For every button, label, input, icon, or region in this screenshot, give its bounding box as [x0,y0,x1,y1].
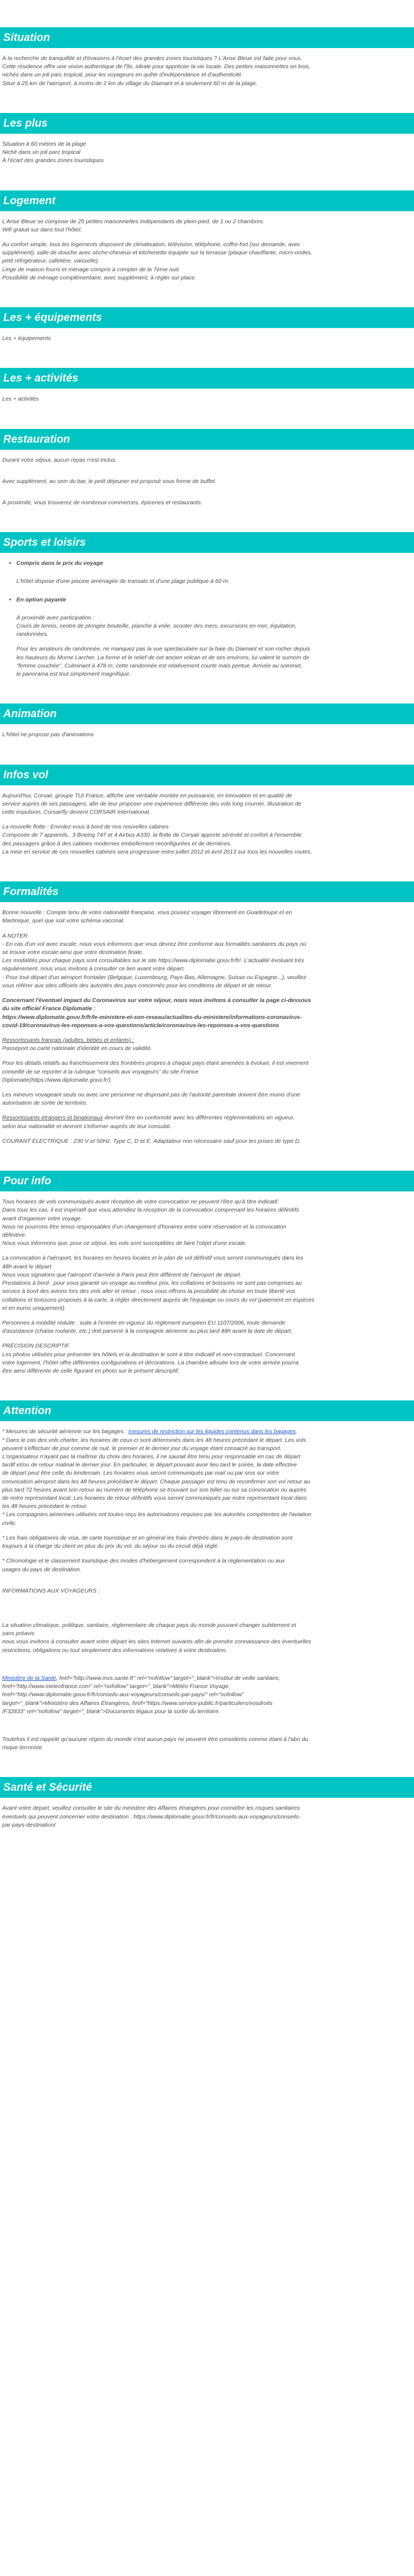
text-line [2,1428,412,1436]
text-line: convocation aéroport dans les 48 heures précédant le départ. Chaque passager est tenu de reconfirmer son vol retour au [2,1478,310,1485]
text-line: de notre représentant local. Les horaires de retour définitifs vous seront communiqués par notre représentant local dans [2,1495,307,1502]
text-line: Nous vous informons que, pour ce séjour, les vols sont susceptibles de faire l'objet d'une escale. [2,1240,247,1247]
text-span: * Mesures de sécurité aérienne sur les bagages : [2,1428,129,1435]
text-line: plus tard 72 heures avant son retour au numéro de téléphone se trouvant sur son billet ou sur sa convocation ou auprès [2,1486,306,1493]
text-line: Avec supplément, au sein du bar, le petit déjeuner est proposé sous forme de buffet. [2,478,217,485]
text-line: collations et boissons proposés à la carte, à régler directement auprès de l'équipage ou cours du vol (paiement en espèces [2,1296,315,1303]
text-line: définitive. [2,1232,27,1238]
section-restauration [0,429,414,508]
text-line: le panorama est tout simplement magnifique. [16,671,131,678]
text-span: devront être en conformité avec les différentes réglementations en vigueur, [103,1114,295,1122]
text-line: civile. [2,1519,17,1526]
text-line: être ainsi différente de celle figurant en photo sur le présent descriptif. [2,1368,180,1375]
text-line: La mise en service de ces nouvelles cabines sera progressive entre juillet 2012 et avril 2013 sur tous les nouvelles routes. [2,848,312,855]
section-animation [0,703,414,739]
text-line: du site officiel France Diplomatie : [2,1005,96,1012]
text-line: Nous vous signalons que l'aéroport d'arrivée à Paris peut être différent de l'aéroport de départ. [2,1271,242,1278]
text-line: - En cas d'un vol avec escale, nous vous informons que vous devrez être conforme aux formalités sanitaires du pays où [2,940,306,947]
text-line: Nous ne pourrons être tenus responsables d'un changement d'horaires entre votre réservation et la convocation [2,1223,286,1230]
section-sante-securite [0,1777,414,1829]
section-title: Formalités [0,881,414,902]
text-line: Tous horaires de vols communiqués avant réception de votre convocation ne peuvent l'être qu'à titre indicatif. [2,1198,279,1206]
text-line: Au confort simple, tous les logements disposent de climatisation, télévision, téléphone, coffre-fort (sur demande, avec [2,241,300,248]
text-line: Composée de 7 appareils.. 3 Boeing 747 et 4 Airbus A330, la flotte de Corsair apporte sérénité et confort à l'ensemble [2,832,302,839]
text-line: Les mineurs voyageant seuls ou avec une personne ne disposant pas de l'autorité parentale doivent être munis d'une [2,1092,300,1099]
sports-list [2,559,412,568]
text-line [2,1674,412,1683]
text-line: Les + activités [2,396,39,403]
text-line: L'hôtel ne propose pas d'animations [2,731,94,738]
section-formalites [0,881,414,1146]
text-line: "femme couchée". Culminant à 478 m, cette randonnée est relativement courte mais pentue. Arrivée au sommet, [16,662,303,669]
text-line: éventuels qui peuvent concerner votre destination : https://www.diplomatie.gouv.fr/fr/conseils-aux-voyageurs/conseils- [2,1813,301,1820]
list-item-head: Compris dans le prix du voyage [16,560,103,567]
section-infos-vol [0,765,414,857]
section-logement [0,190,414,283]
text-line: Pour les amateurs de randonnée, ne manquez pas la vue spectaculaire sur la baie du Diamant et son rocher depuis [16,646,311,653]
text-line: selon leur nationalité et devront s'informer auprès de leur consulat. [2,1123,171,1130]
section-title: Attention [0,1400,414,1421]
text-line: nous vous invitons à consulter avant votre départ les sites Internet suivants afin de prendre connaissance des éventuelles [2,1638,311,1645]
section-equipements [0,307,414,343]
text-line: des passagers grâce à des cabines modernes embellement reconfigurées et de dernières. [2,840,232,847]
text-line: * Chronologie et le classement touristique des modes d'hébergement correspondent à la réglementation ou aux [2,1558,285,1565]
text-line: Passeport ou carte nationale d'identité en cours de validité. [2,1045,152,1052]
text-span: , href="http://www.invs.sante.fr" rel="nofollow" target="_blank">Institut de veille sanitaire, [56,1674,281,1681]
text-line: La convocation à l'aéroport, les horaires en heures locales et le plan de vol définitif vous seront communiqués dans les [2,1255,304,1262]
section-title: Pour info [0,1171,414,1191]
text-line: Linge de maison fourni et ménage compris à compter de la 7ème nuit. [2,266,180,273]
text-line: À l'écart des grandes zones touristiques [2,157,104,164]
list-item-head: En option payante [16,596,67,603]
text-line: href="http://www.diplomatie.gouv.fr/fr/conseils-aux-voyageurs/conseils-par-pays/" rel="nofollow" [2,1691,244,1698]
section-situation [0,27,414,88]
text-line: INFORMATIONS AUX VOYAGEURS : [2,1587,100,1594]
text-line: Aujourd'hui, Corsair, groupe TUI France, affiche une véritable montée en puissance, en innovation et en qualité de [2,792,292,799]
list-item [16,559,412,568]
text-line: À proximité, vous trouverez de nombreux commerces, épiceries et restaurants. [2,499,203,506]
text-line: * Les frais obligatoires de visa, de carte touristique et en général les frais d'entrée dans le pays de destination sont [2,1534,293,1541]
section-title: Logement [0,190,414,211]
text-line: Pour les détails relatifs au franchissement des frontières propres à chaque pays étant amenées à évoluer, il est vivement [2,1060,309,1067]
text-line: PRÉCISION DESCRIPTIF [2,1343,70,1350]
text-line: régulièrement, nous vous invitons à consulter ce lien avant votre départ. [2,965,185,973]
section-activites [0,368,414,403]
text-line: d'assistance (chaise roulante, etc.) doit parvenir à la compagnie aérienne au plus tard 48h avant la date de départ. [2,1328,293,1335]
section-attention [0,1400,414,1752]
text-line: * Les compagnies aériennes utilisées ont toutes reçu les autorisations requises par les autorités compétentes de l'aviation [2,1511,311,1518]
text-line: /F32833" rel="nofollow" target="_blank">Documents légaux pour la sortie du territoire. [2,1708,220,1715]
text-line: A NOTER [2,932,28,939]
text-line: Diplomatie(https://www.diplomatie.gouv.fr/). [2,1076,113,1083]
covid-link-line[interactable]: covid-19/coronavirus-les-reponses-a-vos-questions/article/coronavirus-les-reponses-a-vos-questions [2,1022,280,1029]
section-les-plus [0,113,414,165]
text-line: À la recherche de tranquillité et d'évasions à l'écart des grandes zones touristiques ? L'Anse Bleue est faite pour vous. [2,55,303,62]
list-item [16,596,412,604]
section-title: Les + équipements [0,307,414,328]
text-line: les hauteurs du Morne Larcher. La forme et le relief de cet ancien volcan et de ses environs, lui valent le surnom de [16,654,309,661]
section-title: Animation [0,703,414,724]
text-line: supplément), salle de douche avec sèche-cheveux et kitchenette équipée sur la terrasse (plaque chauffante, micro-ondes, [2,249,312,257]
text-line: COURANT ÉLECTRIQUE : 230 V et 50Hz. Type C, D et E. Adaptateur non nécessaire sauf pour les prises de type D. [2,1137,301,1144]
text-line: tardif et/ou de retour matinal le dernier jour. En particulier, le départ pouvant avoir lieu tard le soirée, la date effective [2,1462,297,1469]
text-line: se trouve votre escale ainsi que votre destination finale. [2,949,144,956]
covid-link-line[interactable]: https://www.diplomatie.gouv.fr/fr/le-ministere-et-son-reseau/actualites-du-ministere/informations-coronavirus- [2,1013,302,1021]
text-line: toujours à la charge du client en plus du prix du vol, du séjour ou du circuit déjà réglé. [2,1543,219,1550]
text-line: 48h avant le départ. [2,1263,53,1270]
text-line: L'Anse Bleue se compose de 25 petites maisonnettes indépendants de plein-pied, de 1 ou 2 chambres. [2,218,265,225]
text-line: href="http://www.meteofrance.com" rel="nofollow" target="_blank">Météo France Voyage, [2,1683,230,1690]
text-underlined: Ressortissants étrangers et binationaux [2,1114,103,1122]
text-line: Bonne nouvelle : Compte tenu de votre nationalité française, vous pouvez voyager librement en Guadeloupe et en [2,909,292,916]
text-line: peuvent s'effectuer de jour comme de nuit, le premier et le dernier jour du voyage étant consacré au transport. [2,1445,282,1452]
text-line: autorisation de sortie de territoire. [2,1100,88,1107]
text-line: Prestations à bord : pour vous garantir un voyage au meilleur prix, les collations et boissons ne sont pas comprises au [2,1280,302,1287]
text-line: Toutefois il est rappelé qu'aucune région du monde n'est aucun pays ne peuvent être considérés comme étant à l'abri du [2,1736,309,1743]
text-line: Possibilité de ménage complémentaire, avec supplément, à régler sur place. [2,274,197,281]
text-line: conseillé de se reporter à la rubrique "conseils aux voyageurs" du site France [2,1068,199,1075]
text-line: service à bord des avions lors des vols aller et retour ; nous vous offrons la possibilité de choisir en toute liberté vos [2,1288,295,1295]
text-line: La situation climatique, politique, sanitaire, réglementaire de chaque pays du monde pouvant changer subitement et [2,1622,297,1629]
text-line: Situé à 25 km de l'aéroport, à moins de 2 km du village du Diamant et à seulement 60 m de la plage. [2,80,258,87]
text-line: randonnées. [16,631,49,638]
text-line: Niché dans un joli parc tropical [2,149,80,156]
text-line: cette impulsion, Corsairfly devient CORSAIR International. [2,809,151,815]
section-pour-info [0,1171,414,1375]
text-line: risque terroriste. [2,1744,44,1751]
text-line: service auprès de ses passagers, afin de leur proposer une expérience différente des vols long courrier. Illustration de [2,800,301,807]
section-title: Restauration [0,429,414,450]
ministere-sante-link[interactable]: Ministère de la Santé [2,1674,56,1681]
text-line: Cours de tennis, centre de plongée bouteille, planche à voile, scooter des mers, excursions en mer, équitation, [16,623,297,630]
section-title: Infos vol [0,765,414,785]
text-line: Wifi gratuit sur dans tout l'hôtel. [2,226,82,233]
text-line: Martinique, quel que soit votre schéma vaccinal. [2,917,125,925]
text-line: de départ peut être celle du lendemain. Les horaires vous seront communiqués par mail ou par sms sur votre [2,1470,280,1477]
text-line: par-pays-destination/ [2,1821,56,1828]
text-line: usages du pays de destination. [2,1566,81,1573]
text-line: La nouvelle flotte : Envolez-vous à bord de nos nouvelles cabines [2,824,169,831]
text-line [2,1114,412,1122]
text-line: Les modalités pour chaque pays sont consultables sur le site https://www.diplomatie.gouv.fr/fr/. L'actualité évoluant très [2,957,304,964]
section-title: Les plus [0,113,414,134]
text-line: nichés dans un joli parc tropical, pour les voyageurs en quête d'indépendance et d'authenticité. [2,71,243,79]
text-line: L'hôtel dispose d'une piscine aménagée de transats et d'une plage publique à 60 m. [16,578,230,585]
text-line: Les photos utilisées pour présenter les hôtels et la destination le sont à titre indicatif et non-contractuel. Concernant [2,1351,295,1358]
text-line: Situation à 60 mètres de la plage [2,140,86,147]
text-line: les 48 heures précédant le retour. [2,1503,88,1510]
text-line: Personnes à mobilité réduite : suite à l'entrée en vigueur du règlement européen EU 1107/2006, toute demande [2,1319,286,1326]
page [0,27,414,1829]
text-line: Les + équipements [2,335,51,342]
section-title: Situation [0,27,414,48]
text-line: Avant votre départ, veuillez consulter le site du ministère des Affaires étrangères pour connaître les risques sanitaires [2,1805,300,1812]
text-line: Dans tous les cas, il est impératif que vous attendiez la réception de la convocation comprenant les horaires définitifs [2,1207,299,1214]
text-line: avant d'organiser votre voyage. [2,1215,82,1222]
text-line: L'organisateur n'ayant pas la maîtrise du choix des horaires, il ne saurait être tenu pour responsable en cas de départ [2,1453,300,1460]
text-line: Cette résidence offre une vision authentique de l'île, idéale pour apprécier la vie locale. Des petites maisonnettes en bois, [2,63,311,70]
section-sports-loisirs [0,532,414,678]
text-line: Concernant l'éventuel impact du Coronavirus sur votre séjour, nous vous invitons à consulter la page ci-dessous [2,997,311,1004]
text-line: petit réfrigérateur, cafetière, vaisselle). [2,258,99,265]
text-line: À proximité avec participation : [16,614,94,621]
liquids-restriction-link[interactable]: mesures de restriction sur les liquides contenus dans les bagages [128,1428,296,1435]
text-line: votre logement, l'hôtel offre différentes configurations et décorations. La chambre allouée lors de votre arrivée pourra [2,1359,299,1366]
section-title: Sports et loisirs [0,532,414,553]
section-title: Les + activités [0,368,414,389]
text-line: et en euros uniquement). [2,1304,66,1311]
text-line: Ressortissants français (adultes, bébés et enfants) : [2,1036,134,1043]
section-title: Santé et Sécurité [0,1777,414,1798]
sports-list [2,596,412,604]
text-line: vous référer aux sites officiels des autorités des pays concernés pour les conditions de départ et de retour. [2,982,273,989]
text-line: * Dans le cas des vols charter, les horaires de ceux-ci sont déterminés dans les 48 heures précédant le départ. Les vols [2,1436,306,1444]
text-line: restrictions, obligations ou tout simplement des informations relatives à votre destination. [2,1647,228,1654]
text-line: target="_blank">Ministère des Affaires Étrangères, href="https://www.service-public.fr/particuliers/vosdroits [2,1700,273,1707]
text-line: - Pour tout départ d'un aéroport frontalier (Belgique, Luxembourg, Pays-Bas, Allemagne, Suisse ou Espagne...), veuillez [2,974,306,981]
text-line: sans préavis [2,1630,34,1637]
text-span: . [295,1428,298,1435]
text-line: Durant votre séjour, aucun repas n'est inclus. [2,456,117,463]
